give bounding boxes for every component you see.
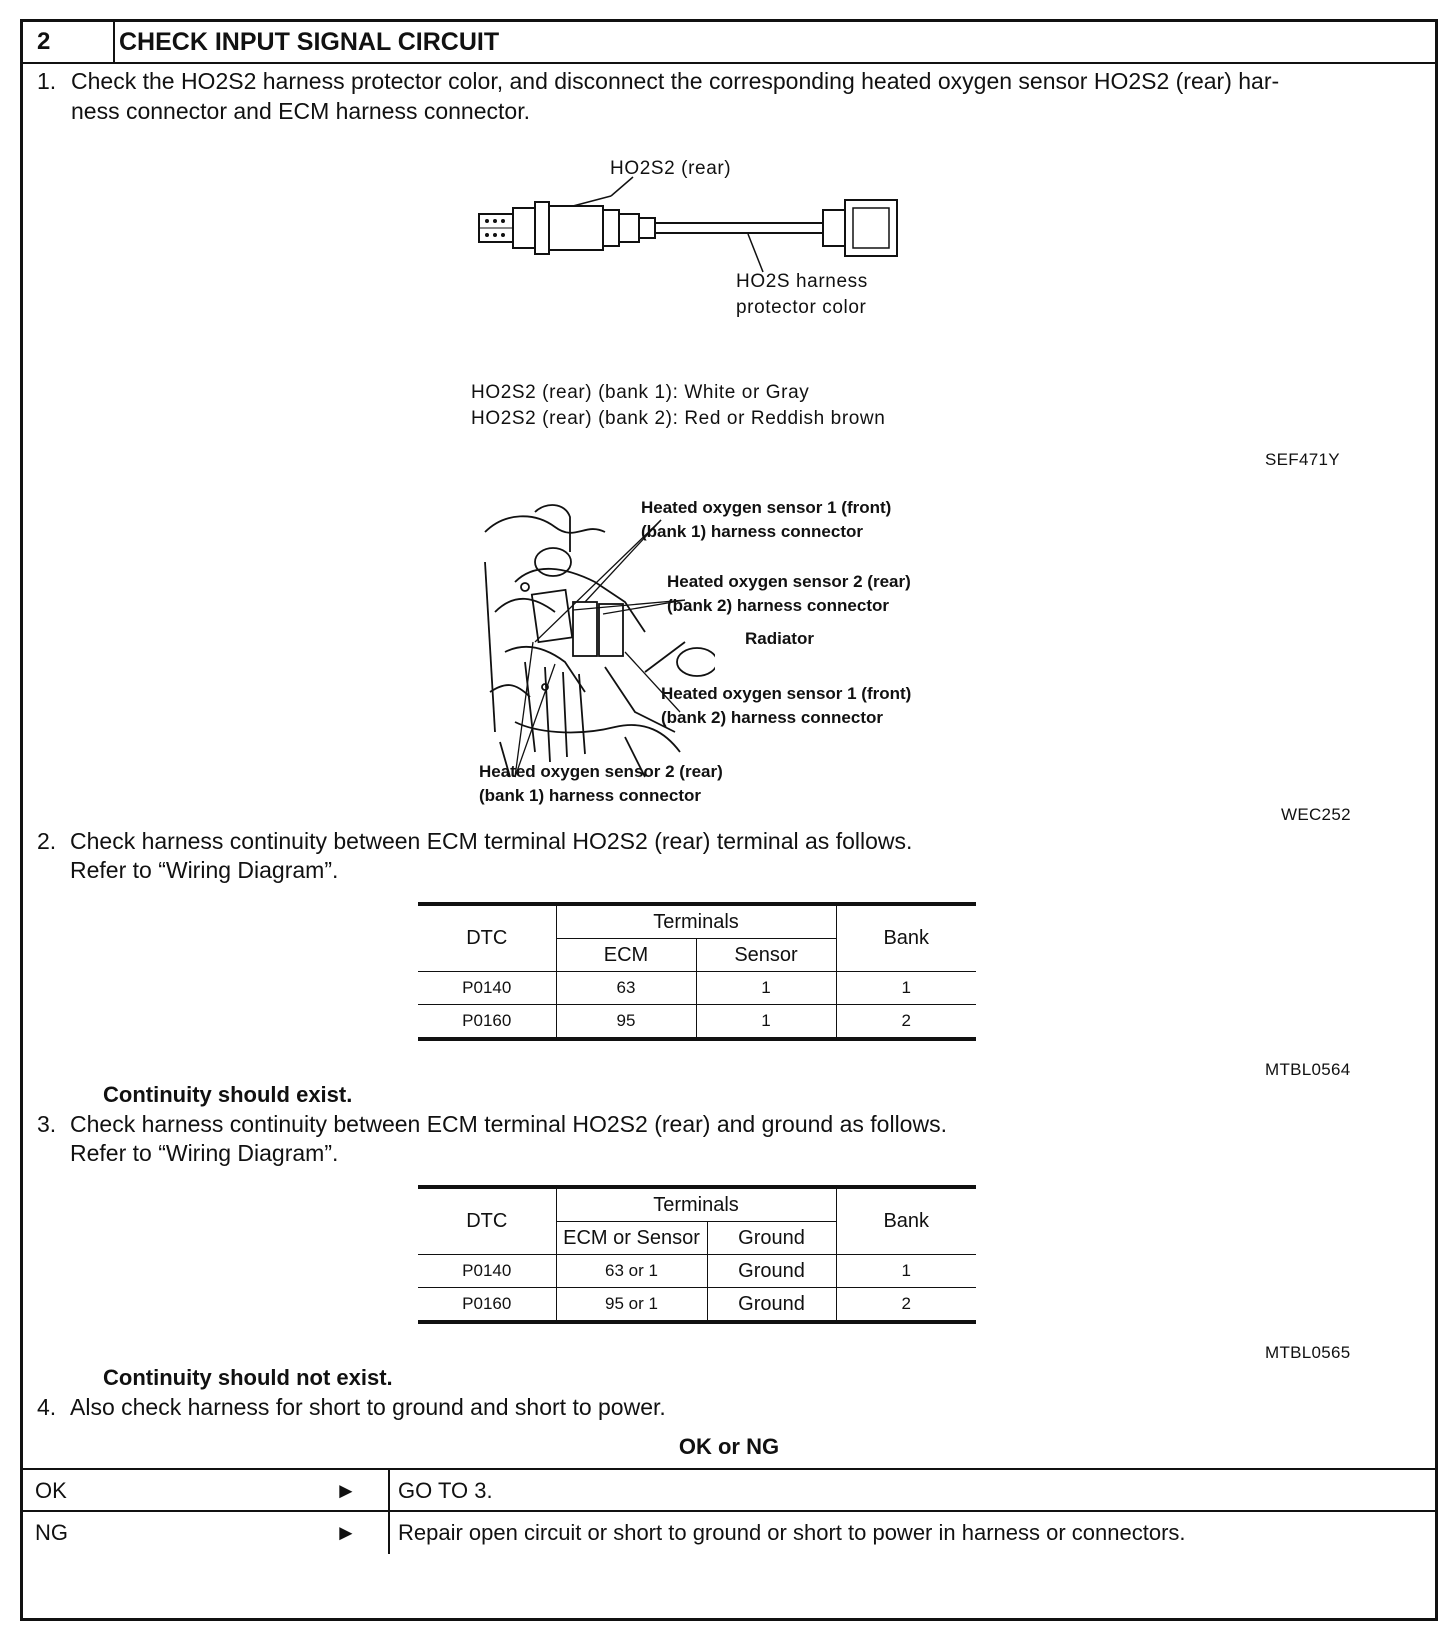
continuity-table-2 xyxy=(418,1185,976,1324)
table2-header-terminals: Terminals xyxy=(556,1187,836,1222)
step2-text-line1: Check harness continuity between ECM terminal HO2S2 (rear) terminal as follows. xyxy=(70,828,913,854)
table2-cell-ground: Ground xyxy=(707,1288,836,1323)
step3-text-line2: Refer to “Wiring Diagram”. xyxy=(70,1140,339,1166)
table1-cell-sensor: 1 xyxy=(696,1005,836,1040)
table-row xyxy=(418,972,976,1005)
table1-header-terminals: Terminals xyxy=(556,904,836,939)
table-row xyxy=(418,1255,976,1288)
table2-cell-ecm-or-sensor: 63 or 1 xyxy=(556,1255,707,1288)
table1-header-bank: Bank xyxy=(836,904,976,972)
table1-cell-dtc: P0140 xyxy=(418,972,556,1005)
table2-header-ecm-or-sensor: ECM or Sensor xyxy=(556,1222,707,1255)
table1-cell-dtc: P0160 xyxy=(418,1005,556,1040)
ng-action: Repair open circuit or short to ground or short to power in harness or connectors. xyxy=(398,1520,1186,1545)
table2-cell-ground: Ground xyxy=(707,1255,836,1288)
fig2-label-4b: (bank 2) harness connector xyxy=(661,708,884,727)
decision-title: OK or NG xyxy=(678,1434,780,1459)
ng-arrow-icon: ► xyxy=(335,1520,357,1545)
table1-cell-ecm: 63 xyxy=(556,972,696,1005)
table1-result: Continuity should exist. xyxy=(103,1082,353,1107)
table1-cell-sensor: 1 xyxy=(696,972,836,1005)
fig1-code: SEF471Y xyxy=(1265,450,1340,469)
table2-code: MTBL0565 xyxy=(1265,1343,1351,1362)
table2-header-ground: Ground xyxy=(707,1222,836,1255)
step-title: CHECK INPUT SIGNAL CIRCUIT xyxy=(119,28,500,56)
step3-text-line1: Check harness continuity between ECM terminal HO2S2 (rear) and ground as follows. xyxy=(70,1111,947,1137)
ng-divider xyxy=(388,1512,390,1554)
step3-number: 3. xyxy=(37,1111,57,1137)
step1-text-line1: Check the HO2S2 harness protector color, and disconnect the corresponding heated oxygen sensor HO2S2 (rear) har- xyxy=(71,68,1280,94)
fig2-label-radiator: Radiator xyxy=(745,629,814,648)
fig2-label-2b: (bank 2) harness connector xyxy=(667,596,890,615)
step1-number: 1. xyxy=(37,68,57,94)
table-row xyxy=(418,1005,976,1040)
fig2-label-4a: Heated oxygen sensor 1 (front) xyxy=(661,684,912,703)
table1-cell-bank: 1 xyxy=(836,972,976,1005)
fig2-label-1a: Heated oxygen sensor 1 (front) xyxy=(641,498,892,517)
table1-code: MTBL0564 xyxy=(1265,1060,1351,1079)
table1-header-ecm: ECM xyxy=(556,939,696,972)
table2-cell-ecm-or-sensor: 95 or 1 xyxy=(556,1288,707,1323)
fig2-label-1b: (bank 1) harness connector xyxy=(641,522,864,541)
ho2s2-sensor-illustration xyxy=(463,172,943,282)
table2-cell-bank: 1 xyxy=(836,1255,976,1288)
fig1-bank1-color: HO2S2 (rear) (bank 1): White or Gray xyxy=(471,382,810,403)
step2-text-line2: Refer to “Wiring Diagram”. xyxy=(70,857,339,883)
fig1-label-protector-1: HO2S harness xyxy=(736,271,868,292)
fig2-label-2a: Heated oxygen sensor 2 (rear) xyxy=(667,572,911,591)
table1-cell-ecm: 95 xyxy=(556,1005,696,1040)
step1-text-line2: ness connector and ECM harness connector. xyxy=(71,98,530,124)
continuity-table-1 xyxy=(418,902,976,1041)
step4-number: 4. xyxy=(37,1394,57,1420)
table2-header-dtc: DTC xyxy=(418,1187,556,1255)
ok-label: OK xyxy=(35,1478,67,1503)
step-number: 2 xyxy=(23,22,115,62)
step2-number: 2. xyxy=(37,828,57,854)
table2-cell-dtc: P0160 xyxy=(418,1288,556,1323)
fig2-label-5a: Heated oxygen sensor 2 (rear) xyxy=(479,762,723,781)
procedure-sheet xyxy=(20,19,1438,1621)
ok-arrow-icon: ► xyxy=(335,1478,357,1503)
step-header xyxy=(23,22,1435,64)
table2-cell-dtc: P0140 xyxy=(418,1255,556,1288)
table1-cell-bank: 2 xyxy=(836,1005,976,1040)
fig1-label-protector-2: protector color xyxy=(736,297,867,318)
fig1-label-sensor: HO2S2 (rear) xyxy=(610,158,732,179)
ok-action: GO TO 3. xyxy=(398,1478,493,1503)
table1-header-sensor: Sensor xyxy=(696,939,836,972)
fig2-code: WEC252 xyxy=(1281,805,1351,824)
decision-row-ok xyxy=(23,1468,1435,1512)
table1-header-dtc: DTC xyxy=(418,904,556,972)
ng-label: NG xyxy=(35,1520,68,1545)
decision-row-ng xyxy=(23,1510,1435,1554)
step4-text-line1: Also check harness for short to ground and short to power. xyxy=(70,1394,666,1420)
table2-cell-bank: 2 xyxy=(836,1288,976,1323)
ok-divider xyxy=(388,1470,390,1512)
table2-header-bank: Bank xyxy=(836,1187,976,1255)
fig1-bank2-color: HO2S2 (rear) (bank 2): Red or Reddish brown xyxy=(471,408,886,429)
table2-result: Continuity should not exist. xyxy=(103,1365,393,1390)
fig2-label-5b: (bank 1) harness connector xyxy=(479,786,702,805)
table-row xyxy=(418,1288,976,1323)
